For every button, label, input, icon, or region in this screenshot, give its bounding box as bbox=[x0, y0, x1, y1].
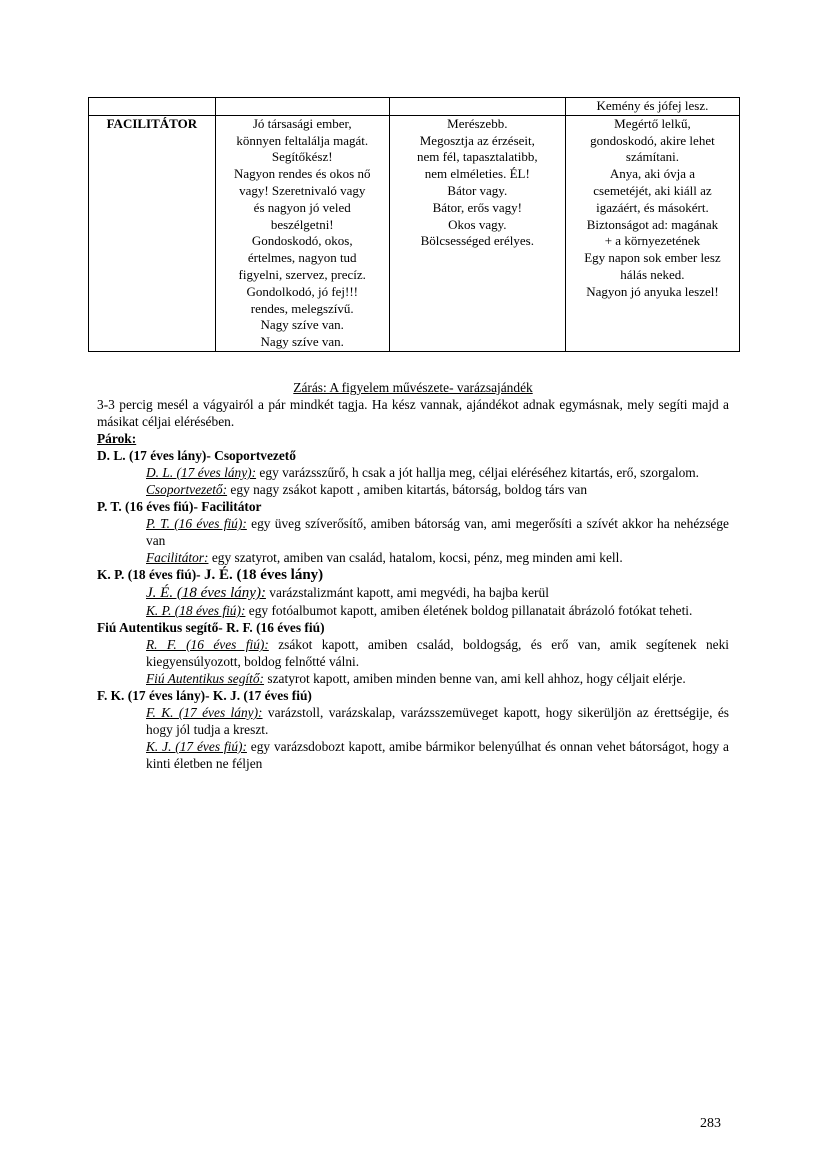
gift-text: varázstalizmánt kapott, ami megvédi, ha bajba kerül bbox=[265, 585, 549, 600]
feedback-table bbox=[88, 97, 740, 352]
pairs-label: Párok: bbox=[97, 431, 137, 446]
cell-line: csemetéjét, aki kiáll az bbox=[593, 182, 712, 198]
cell-line: Jó társasági ember, bbox=[252, 115, 352, 131]
cell-line: könnyen feltalálja magát. bbox=[236, 132, 369, 148]
cell-line: Merészebb. bbox=[447, 115, 508, 131]
pair-entry bbox=[97, 636, 729, 670]
cell-line: beszélgetni! bbox=[270, 216, 334, 232]
pair-entry bbox=[97, 584, 729, 602]
table-row bbox=[89, 115, 740, 351]
cell-line: Nagy szíve van. bbox=[260, 317, 344, 333]
cell-line: Nagy szíve van. bbox=[260, 334, 344, 350]
gift-text: egy üveg szíverősítő, amiben bátorság van, ami megerősíti a szívét akkor ha nehézsége van bbox=[146, 516, 729, 548]
pair-block bbox=[97, 566, 729, 619]
pair-block bbox=[97, 619, 729, 687]
cell-line: Anya, aki óvja a bbox=[609, 166, 696, 182]
cell-line: figyelni, szervez, precíz. bbox=[238, 266, 366, 282]
recipient-name: Facilitátor: bbox=[146, 550, 209, 565]
cell-line: értelmes, nagyon tud bbox=[247, 250, 357, 266]
gift-text: szatyrot kapott, amiben minden benne van, ami kell ahhoz, hogy céljait elérje. bbox=[264, 671, 686, 686]
cell-line: Nagyon jó anyuka leszel! bbox=[586, 283, 719, 299]
page-number: 283 bbox=[700, 1116, 721, 1131]
closing-heading: Zárás: A figyelem művészete- varázsajándék bbox=[293, 380, 533, 395]
cell-line: rendes, melegszívű. bbox=[250, 300, 354, 316]
table-row bbox=[89, 98, 740, 116]
pair-block bbox=[97, 687, 729, 772]
cell-line: nem fél, tapasztalatibb, bbox=[417, 149, 538, 165]
cell-line: gondoskodó, akire lehet bbox=[590, 132, 715, 148]
recipient-name: K. P. (18 éves fiú): bbox=[146, 603, 246, 618]
pair-entry bbox=[97, 515, 729, 549]
cell-line: számítani. bbox=[625, 149, 679, 165]
cell-line: Bátor, erős vagy! bbox=[432, 199, 522, 215]
pair-entry bbox=[97, 464, 729, 481]
cell-line: vagy! Szeretnivaló vagy bbox=[239, 182, 366, 198]
pair-entry bbox=[97, 670, 729, 687]
recipient-name: Fiú Autentikus segítő: bbox=[146, 671, 265, 686]
closing-section bbox=[97, 379, 729, 772]
pair-title: F. K. (17 éves lány)- K. J. (17 éves fiú) bbox=[97, 688, 312, 703]
cell-line: Gondolkodó, jó fej!!! bbox=[246, 283, 359, 299]
pair-block bbox=[97, 447, 729, 498]
cell-line: igazáért, és másokért. bbox=[596, 199, 709, 215]
gift-text: egy varázsszűrő, h csak a jót hallja meg, céljai eléréséhez kitartás, erő, szorgalom. bbox=[256, 465, 700, 480]
recipient-name: P. T. (16 éves fiú): bbox=[146, 516, 247, 531]
recipient-name: D. L. (17 éves lány): bbox=[146, 465, 257, 480]
pair-title bbox=[97, 566, 729, 584]
gift-text: egy nagy zsákot kapott , amiben kitartás, bátorság, boldog társ van bbox=[227, 482, 588, 497]
table-cell bbox=[389, 115, 565, 351]
recipient-name: F. K. (17 éves lány): bbox=[146, 705, 263, 720]
pair-entry bbox=[97, 481, 729, 498]
pair-title-part: K. P. (18 éves fiú)- bbox=[97, 567, 204, 582]
cell-line: nem elméleties. ÉL! bbox=[424, 166, 530, 182]
cell-line: Egy napon sok ember lesz bbox=[584, 250, 721, 266]
recipient-name: R. F. (16 éves fiú): bbox=[146, 637, 269, 652]
table-cell: Kemény és jófej lesz. bbox=[565, 98, 739, 116]
closing-intro: 3-3 percig mesél a vágyairól a pár mindkét tagja. Ha kész vannak, ajándékot adnak egymásnak, mely segíti majd a másikat céljai elérésében. bbox=[97, 397, 729, 429]
cell-line: Megértő lelkű, bbox=[614, 115, 691, 131]
pair-entry bbox=[97, 602, 729, 619]
table-cell bbox=[89, 98, 216, 116]
cell-line: Biztonságot ad: magának bbox=[586, 216, 719, 232]
table-cell bbox=[215, 115, 389, 351]
cell-line: Bátor vagy. bbox=[447, 182, 508, 198]
recipient-name: J. É. (18 éves lány): bbox=[146, 585, 266, 601]
table-cell bbox=[565, 115, 739, 351]
pair-entry bbox=[97, 738, 729, 772]
pair-title: Fiú Autentikus segítő- R. F. (16 éves fiú) bbox=[97, 620, 325, 635]
pair-title: P. T. (16 éves fiú)- Facilitátor bbox=[97, 499, 262, 514]
pair-entry bbox=[97, 704, 729, 738]
cell-line: Gondoskodó, okos, bbox=[251, 233, 353, 249]
recipient-name: Csoportvezető: bbox=[146, 482, 228, 497]
gift-text: egy fotóalbumot kapott, amiben életének boldog pillanatait ábrázoló fotókat teheti. bbox=[245, 603, 693, 618]
gift-text: egy varázsdobozt kapott, amibe bármikor belenyúlhat és onnan vehet bátorságot, hogy a kinti életben ne féljen bbox=[146, 739, 729, 771]
table-cell bbox=[215, 98, 389, 116]
cell-line: Okos vagy. bbox=[448, 216, 507, 232]
cell-line: Bölcsességed erélyes. bbox=[420, 233, 534, 249]
cell-line: Nagyon rendes és okos nő bbox=[233, 166, 371, 182]
gift-text: egy szatyrot, amiben van család, hatalom, kocsi, pénz, meg minden ami kell. bbox=[208, 550, 623, 565]
recipient-name: K. J. (17 éves fiú): bbox=[146, 739, 247, 754]
pair-block bbox=[97, 498, 729, 566]
role-cell: FACILITÁTOR bbox=[89, 115, 216, 351]
pair-entry bbox=[97, 549, 729, 566]
cell-line: + a környezetének bbox=[604, 233, 701, 249]
cell-line: hálás neked. bbox=[620, 266, 685, 282]
cell-line: és nagyon jó veled bbox=[253, 199, 351, 215]
cell-line: Megosztja az érzéseit, bbox=[419, 132, 535, 148]
pair-title: D. L. (17 éves lány)- Csoportvezető bbox=[97, 448, 296, 463]
pair-title-part: J. É. (18 éves lány) bbox=[204, 567, 324, 583]
gift-text: varázstoll, varázskalap, varázsszemüveget kapott, hogy sikerüljön az érettségije, és hogy jól tudja a kreszt. bbox=[146, 705, 729, 737]
cell-line: Segítőkész! bbox=[271, 149, 333, 165]
table-cell bbox=[389, 98, 565, 116]
gift-text: zsákot kapott, amiben család, boldogság, és erő van, amik segítenek neki kiegyensúlyozott, boldog felnőtté válni. bbox=[146, 637, 729, 669]
